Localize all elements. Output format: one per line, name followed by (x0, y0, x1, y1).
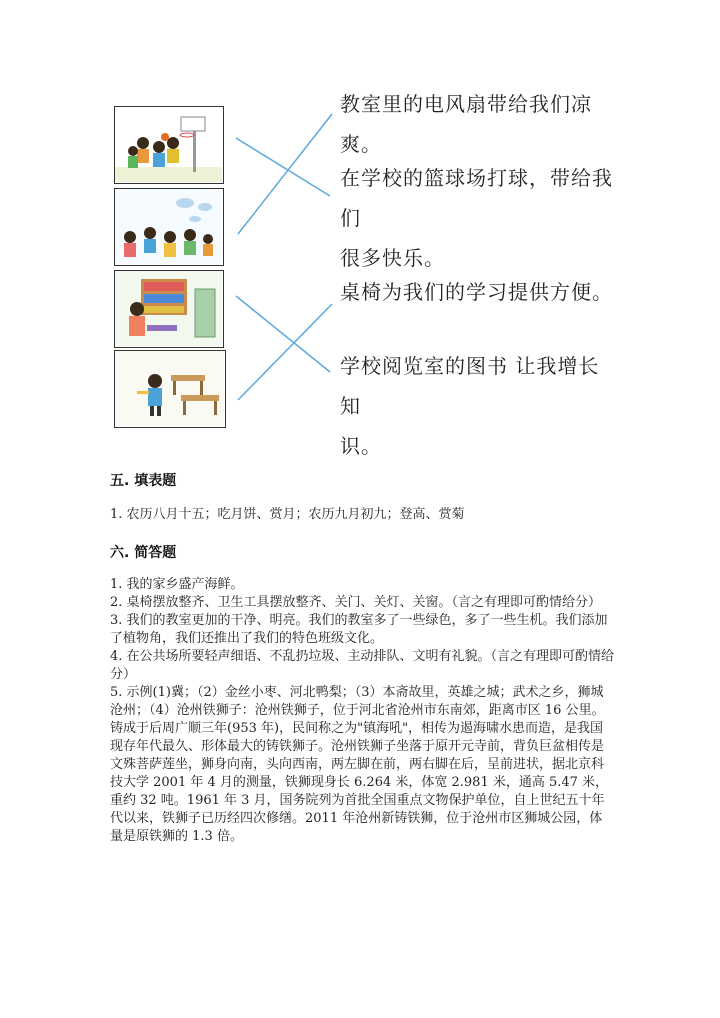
answer-item: 2. 桌椅摆放整齐、卫生工具摆放整齐、关门、关灯、关窗。（言之有理即可酌情给分） (110, 595, 602, 610)
statement-3 (340, 272, 620, 312)
statement-4 (340, 346, 620, 466)
statement-line: 桌椅为我们的学习提供方便。 (340, 280, 613, 304)
answer-item: 1. 我的家乡盛产海鲜。 (110, 577, 244, 592)
section-6-answers (110, 576, 615, 846)
statement-line: 在学校的篮球场打球，带给我们 (340, 166, 613, 230)
statement-1 (340, 84, 620, 164)
statement-line: 教室里的电风扇带给我们凉爽。 (340, 92, 592, 156)
section-5-answers (110, 506, 615, 524)
connector-line (238, 114, 332, 234)
statement-line: 学校阅览室的图书 让我增长知 (340, 354, 600, 418)
connector-line (236, 296, 330, 372)
connector-line (236, 138, 330, 196)
answer-item: 1. 农历八月十五；吃月饼、赏月；农历九月初九；登高、赏菊 (110, 507, 465, 522)
answer-item: 4. 在公共场所要轻声细语、不乱扔垃圾、主动排队、文明有礼貌。（言之有理即可酌情给分） (110, 649, 615, 682)
section-5-heading: 五. 填表题 (110, 473, 177, 489)
statement-2 (340, 158, 620, 278)
statement-line: 很多快乐。 (340, 246, 445, 270)
connector-line (238, 304, 332, 400)
answer-item: 5. 示例(1)冀；（2）金丝小枣、河北鸭梨；（3）本斋故里，英雄之城；武术之乡，狮城沧州；（4）沧州铁狮子：沧州铁狮子，位于河北省沧州市东南郊，距离市区 16 公里。铸成于后周广顺三年(953 年)，民间称之为"镇海吼"，相传为遏海啸水患而造，是我国现存年代最久、形体最大的铸铁狮子。沧州铁狮子坐落于原开元寺前，背负巨盆相传是文殊菩萨莲坐，狮身向南，头向西南，两左脚在前，两右脚在后，呈前进状，据北京科技大学 2001 年 4 月的测量，铁狮现身长 6.264 米，体宽 2.981 米，通高 5.47 米，重约 32 吨。1961 年 3 月，国务院列为首批全国重点文物保护单位，自上世纪五十年代以来，铁狮子已历经四次修缮。2011 年沧州新铸铁狮，位于沧州市区狮城公园，体量是原铁狮的 1.3 倍。 (110, 685, 609, 844)
answer-item: 3. 我们的教室更加的干净、明亮。我们的教室多了一些绿色，多了一些生机。我们添加了植物角，我们还推出了我们的特色班级文化。 (110, 613, 608, 646)
section-6-heading: 六. 简答题 (110, 545, 177, 561)
statement-line: 识。 (340, 434, 382, 458)
